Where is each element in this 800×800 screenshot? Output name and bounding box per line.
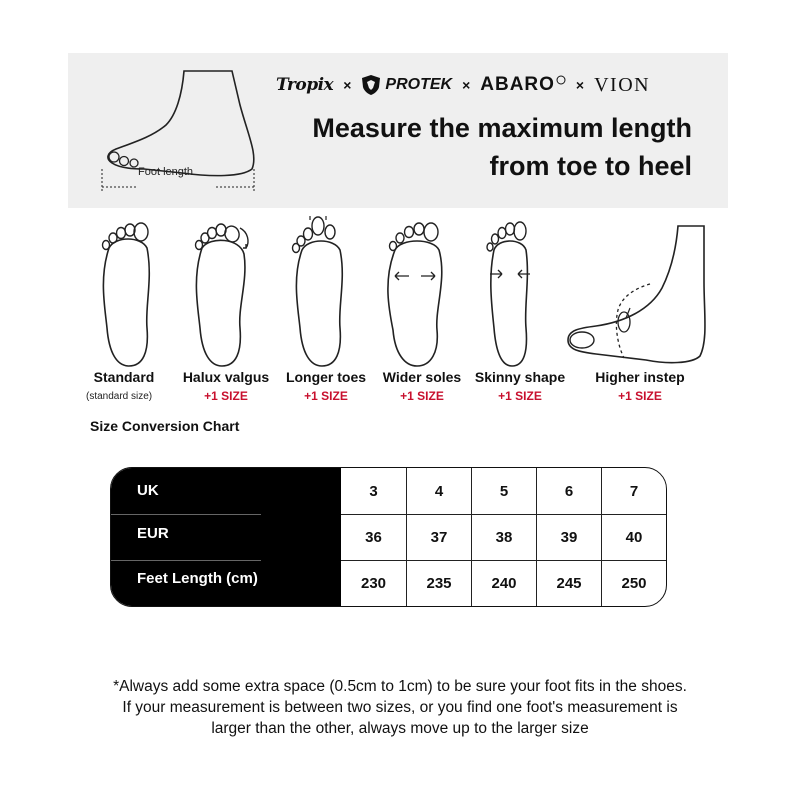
table-cell: 3 — [369, 482, 378, 500]
protek-logo — [361, 74, 452, 96]
brand-row — [276, 67, 696, 103]
higher-instep-adjustment: +1 SIZE — [618, 389, 662, 403]
foot-type-standard: Standard — [93, 369, 155, 385]
abaro-label: ABARO — [480, 74, 555, 95]
table-cell: 6 — [536, 468, 601, 514]
table-cell: 38 — [471, 514, 536, 560]
table-cell: 39 — [536, 514, 601, 560]
table-cell: 7 — [601, 468, 666, 514]
table-cell: 245 — [536, 560, 601, 606]
table-cell: 235 — [406, 560, 471, 606]
standard-foot-icon — [95, 218, 157, 368]
row-label-uk: UK — [137, 482, 159, 499]
shield-icon — [361, 74, 381, 96]
halux-valgus-foot-icon — [188, 218, 254, 368]
foot-type-wider-soles: Wider soles — [382, 369, 462, 385]
table-cell: 240 — [471, 560, 536, 606]
footnote-line-1: *Always add some extra space (0.5cm to 1cm) to be sure your foot fits in the shoes. — [113, 678, 687, 695]
foot-type-skinny-shape: Skinny shape — [474, 369, 566, 385]
brand-separator: × — [575, 77, 585, 93]
table-cell: 230 — [341, 560, 406, 606]
vion-logo: VION — [594, 73, 651, 96]
row-label-feet-length: Feet Length (cm) — [137, 570, 258, 587]
brand-separator: × — [462, 77, 471, 93]
headline-line-1: Measure the maximum length — [312, 113, 692, 143]
wider-soles-adjustment: +1 SIZE — [400, 389, 444, 403]
standard-size-note: (standard size) — [86, 391, 153, 402]
table-cell: 37 — [406, 514, 471, 560]
protek-label: PROTEK — [385, 76, 453, 93]
row-divider — [111, 560, 261, 561]
higher-instep-foot-icon — [566, 222, 708, 368]
table-cell: 250 — [601, 560, 666, 606]
row-divider — [111, 514, 261, 515]
table-row-headers — [111, 468, 341, 606]
measure-headline — [312, 109, 692, 185]
longer-toes-adjustment: +1 SIZE — [304, 389, 348, 403]
footnote-line-2: If your measurement is between two sizes, or you find one foot's measurement is — [122, 699, 678, 716]
wider-soles-foot-icon — [383, 216, 449, 368]
table-cell: 40 — [601, 514, 666, 560]
registered-icon — [556, 75, 566, 85]
size-conversion-table — [110, 467, 667, 607]
table-cell: 4 — [406, 468, 471, 514]
headline-line-2: from toe to heel — [489, 151, 692, 181]
tropix-logo: Tropix — [276, 75, 334, 95]
foot-type-longer-toes: Longer toes — [285, 369, 367, 385]
foot-length-caption: Foot length — [138, 166, 194, 178]
measure-banner — [68, 53, 728, 208]
abaro-logo — [480, 74, 566, 96]
skinny-shape-adjustment: +1 SIZE — [498, 389, 542, 403]
table-cell: 36 — [341, 514, 406, 560]
row-label-eur: EUR — [137, 525, 169, 542]
foot-type-halux-valgus: Halux valgus — [182, 369, 270, 385]
footnote-line-3: larger than the other, always move up to the larger size — [211, 720, 589, 737]
sizing-footnote — [40, 676, 760, 739]
brand-separator: × — [343, 77, 352, 93]
longer-toes-foot-icon — [288, 216, 350, 368]
halux-valgus-adjustment: +1 SIZE — [204, 389, 248, 403]
skinny-shape-foot-icon — [482, 216, 538, 368]
table-values — [341, 468, 666, 606]
size-chart-title: Size Conversion Chart — [90, 418, 240, 434]
foot-type-higher-instep: Higher instep — [595, 369, 685, 385]
table-cell: 5 — [471, 468, 536, 514]
